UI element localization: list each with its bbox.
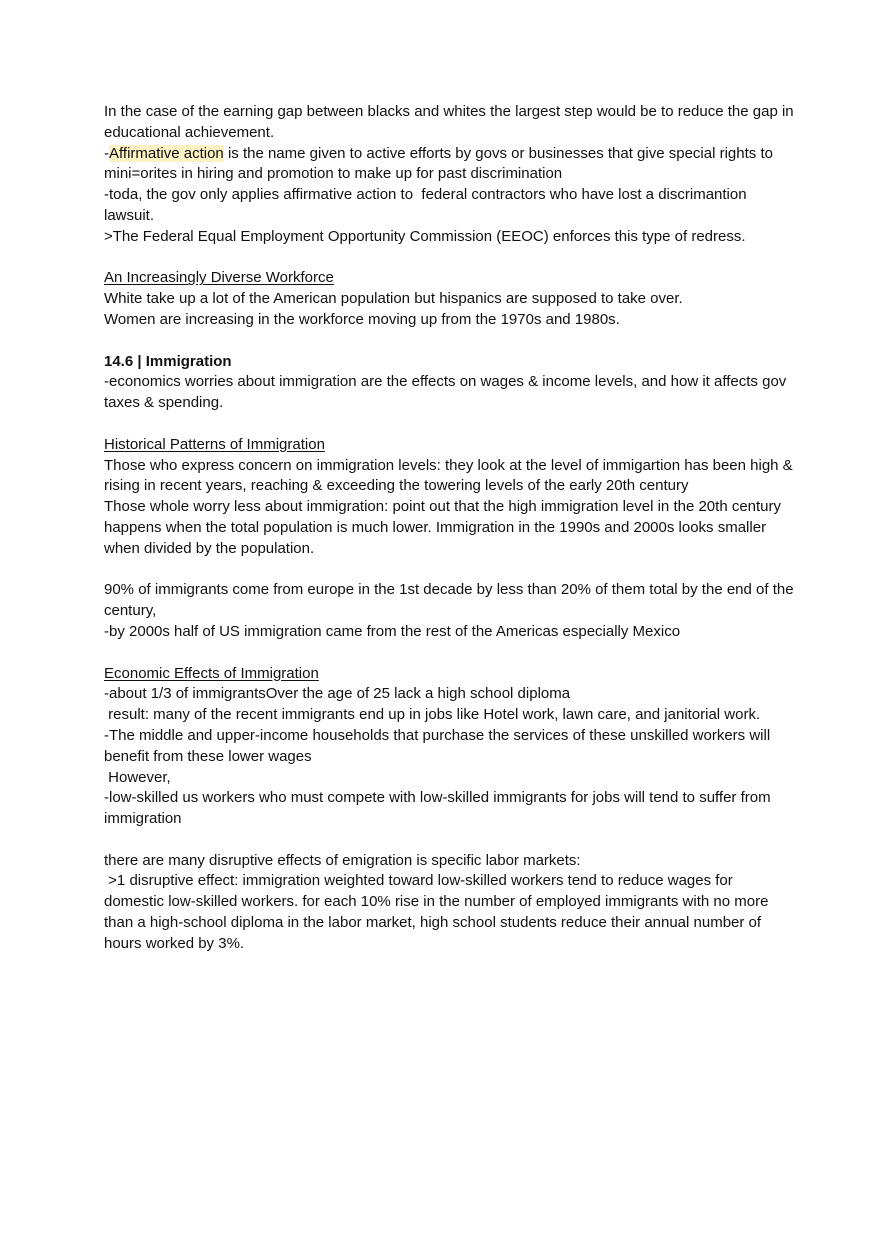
paragraph-wage-effect: >1 disruptive effect: immigration weighted toward low-skilled workers tend to reduce wages for domestic low-skilled workers. for each 10% rise in the number of employed immigrants with no more than a high-school diploma in the labor market, high school students reduce their annual number of hours worked by 3%. [104, 872, 773, 952]
paragraph-middle-income: -The middle and upper-income households that purchase the services of these unskilled workers will benefit from these lower wages [104, 726, 775, 765]
paragraph-americas: -by 2000s half of US immigration came from the rest of the Americas especially Mexico [104, 622, 681, 640]
paragraph-worry-less: Those whole worry less about immigration: point out that the high immigration level in the 20th century happens when the total population is much lower. Immigration in the 1990s and 2000s looks smaller when divided by the population. [104, 498, 786, 557]
paragraph-result: result: many of the recent immigrants end up in jobs like Hotel work, lawn care, and janitorial work. [104, 706, 761, 724]
spacer [104, 248, 794, 269]
paragraph-population: White take up a lot of the American population but hispanics are supposed to take over. [104, 290, 683, 308]
heading-diverse-workforce: An Increasingly Diverse Workforce [104, 269, 334, 287]
spacer [104, 331, 794, 352]
paragraph-europe: 90% of immigrants come from europe in the 1st decade by less than 20% of them total by the end of the century, [104, 581, 798, 620]
spacer [104, 560, 794, 581]
spacer [104, 414, 794, 435]
paragraph-affirmative-action [104, 144, 794, 186]
heading-immigration: 14.6 | Immigration [104, 352, 232, 370]
aa-prefix: - [104, 144, 109, 162]
heading-economic-effects: Economic Effects of Immigration [104, 664, 319, 682]
highlighted-term: Affirmative action [109, 144, 224, 162]
paragraph-earning-gap: In the case of the earning gap between blacks and whites the largest step would be to reduce the gap in educational achievement. [104, 103, 798, 141]
paragraph-federal-contractors: -toda, the gov only applies affirmative action to federal contractors who have lost a discrimantion lawsuit. [104, 186, 751, 224]
paragraph-however: However, [104, 768, 171, 786]
spacer [104, 830, 794, 851]
spacer [104, 643, 794, 664]
paragraph-disruptive-effects: there are many disruptive effects of emigration is specific labor markets: [104, 851, 581, 869]
heading-historical-patterns: Historical Patterns of Immigration [104, 435, 325, 453]
aa-definition: is the name given to active efforts by govs or businesses that give special rights to mini=orites in hiring and promotion to make up for past discrimination [104, 144, 778, 183]
paragraph-economics-worries: -economics worries about immigration are the effects on wages & income levels, and how it affects gov taxes & spending. [104, 373, 791, 412]
paragraph-concern: Those who express concern on immigration levels: they look at the level of immigartion has been high & rising in recent years, reaching & exceeding the towering levels of the early 20th century [104, 456, 797, 495]
paragraph-diploma: -about 1/3 of immigrantsOver the age of 25 lack a high school diploma [104, 685, 571, 703]
paragraph-women-workforce: Women are increasing in the workforce moving up from the 1970s and 1980s. [104, 310, 620, 328]
paragraph-eeoc: >The Federal Equal Employment Opportunity Commission (EEOC) enforces this type of redress. [104, 227, 746, 245]
document-page [104, 102, 798, 955]
paragraph-low-skilled: -low-skilled us workers who must compete with low-skilled immigrants for jobs will tend to suffer from immigration [104, 789, 775, 828]
